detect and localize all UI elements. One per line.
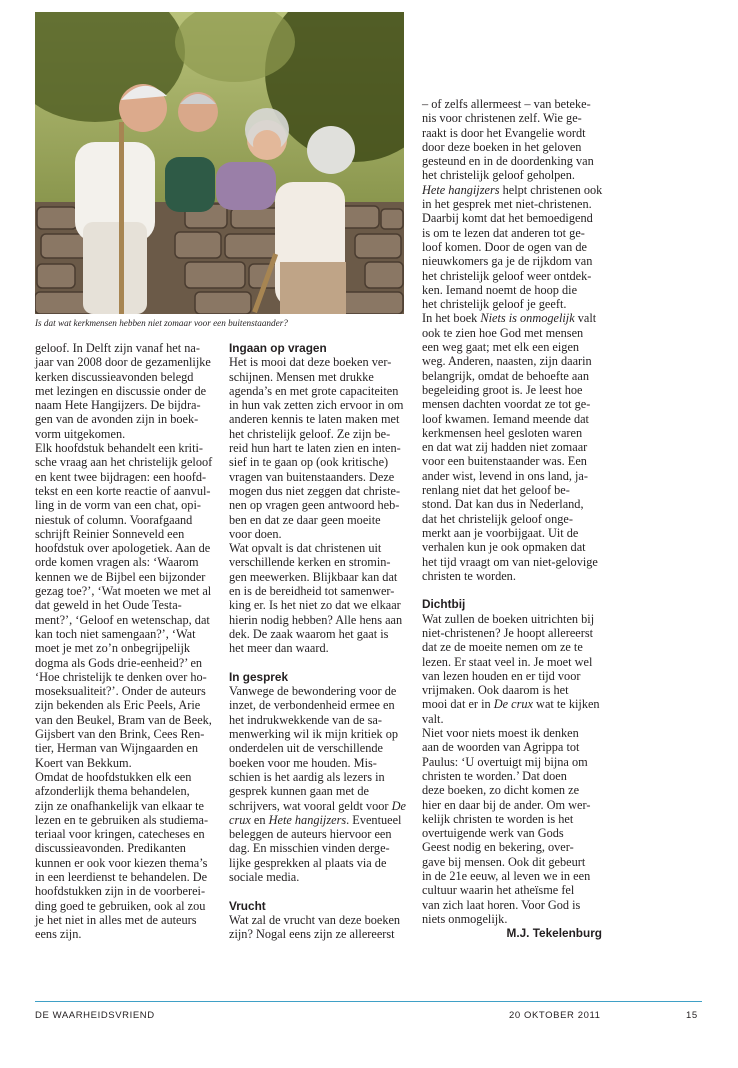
text-line: king er. Is het niet zo dat we elkaar (229, 598, 401, 613)
text-line: lezen en te gebruiken als studiema- (35, 812, 209, 827)
text-line: vorm uitgekomen. (35, 426, 126, 441)
text-line: dogma als Gods drie-eenheid?’ en (35, 655, 203, 670)
paragraph-block (422, 197, 602, 311)
text-line: eens zijn. (35, 927, 82, 942)
text-line: discussieavonden. Predikanten (35, 841, 186, 856)
text-line: schrijvers, wat vooral geldt voor De (229, 798, 406, 813)
text-line: afzonderlijk thema behandelen, (35, 784, 190, 799)
text-line: weg. Anderen, naasten, zijn daarin (422, 354, 592, 369)
text-line: het christelijk geloof. Ze zijn be- (229, 426, 391, 441)
text-line: moet je met zo’n onbegrijpelijk (35, 641, 191, 656)
text-line: zijn bekenden als Eric Peels, Arie (35, 698, 201, 713)
footer-rule (35, 1001, 702, 1002)
text-line: merkt aan je voorbijgaat. Uit de (422, 525, 579, 540)
text-line: lijke gesprekken al plaats via de (229, 855, 387, 870)
text-line: boeken voor me houden. Mis- (229, 755, 377, 770)
text-line: stond. Dat kan dus in Nederland, (422, 497, 584, 512)
text-line: valt. (422, 711, 444, 726)
text-line: tier, Herman van Wijngaarden en (35, 741, 199, 756)
text-line: cultuur waarin het atheïsme fel (422, 883, 575, 898)
text-line: Hete hangijzers helpt christenen ook (422, 182, 603, 197)
footer-publication: DE WAARHEIDSVRIEND (35, 1010, 155, 1021)
text-line: Koert van Bekkum. (35, 755, 132, 770)
text-line: het christelijk geloof je geeft. (422, 297, 567, 312)
text-line: door deze boeken in het geloven (422, 139, 582, 154)
text-line: deze boeken, zo dicht komen ze (422, 783, 580, 798)
text-line: In het boek Niets is onmogelijk valt (422, 311, 597, 326)
text-line: agenda’s en met grote capaciteiten (229, 383, 399, 398)
text-line: verhalen kun je ook opmaken dat (422, 540, 586, 555)
text-line: sociale media. (229, 869, 300, 884)
section-heading-ingaan-op-vragen: Ingaan op vragen (229, 341, 327, 355)
text-line: gesteund en in de doordenking van (422, 154, 594, 169)
text-line: crux en Hete hangijzers. Eventueel (229, 812, 402, 827)
text-line: zijn? Nogal eens zijn ze allereerst (229, 927, 395, 942)
text-line: ding goed te gebruiken, ook al zou (35, 898, 206, 913)
page-number: 15 (686, 1010, 698, 1021)
text-line: niestuk of column. Voorafgaand (35, 512, 193, 527)
text-line: zijn ze onafhankelijk van elkaar te (35, 798, 204, 813)
text-line: Wat zal de vrucht van deze boeken (229, 912, 401, 927)
text-line: in de 21e eeuw, al leven we in een (422, 869, 591, 884)
text-line: mensen dachten voordat ze tot ge- (422, 397, 591, 412)
section-heading-in-gesprek: In gesprek (229, 669, 289, 684)
paragraph-block (422, 97, 602, 183)
paragraph-block (229, 355, 409, 655)
text-line: christen te worden.’ Dat doen (422, 768, 567, 783)
text-line: kelijk christen te worden is het (422, 811, 574, 826)
text-line: begeleiding groot is. Je leest hoe (422, 382, 583, 397)
text-line: – of zelfs allermeest – van beteke- (422, 97, 591, 111)
text-line: tekst en een korte reactie of aanvul- (35, 483, 211, 498)
text-line: inzet, de verbondenheid ermee en (229, 698, 395, 713)
footer-date: 20 OKTOBER 2011 (509, 1010, 601, 1021)
text-line: het christelijk geloof geholpen. (422, 168, 575, 183)
text-line: Wat zullen de boeken uitrichten bij (422, 611, 595, 626)
text-line: gen van de avonden zijn in boek- (35, 412, 199, 427)
text-line: mogen dus niet zeggen dat christe- (229, 483, 401, 498)
text-line: je het niet in alles met de auteurs (35, 912, 197, 927)
text-line: christen te worden. (422, 568, 516, 583)
photo-caption: Is dat wat kerkmensen hebben niet zomaar voor een buitenstaander? (35, 318, 288, 328)
article-column-3 (422, 97, 602, 941)
text-line: dag. En misschien vinden derge- (229, 841, 390, 856)
text-line: geloof. In Delft zijn vanaf het na- (35, 341, 200, 355)
text-line: en kent twee bijdragen: een hoofd- (35, 469, 207, 484)
text-line: kerken discussieavonden belegd (35, 369, 194, 384)
text-line: gen meewerken. Blijkbaar kan dat (229, 569, 398, 584)
text-line: het indrukwekkende van de sa- (229, 712, 382, 727)
paragraph-block (229, 684, 409, 798)
text-line: aan de woorden van Agrippa tot (422, 740, 580, 755)
paragraph-block (229, 913, 409, 942)
section-heading-vrucht: Vrucht (229, 898, 266, 913)
text-line: schien is het aardig als lezers in (229, 769, 385, 784)
text-line: hoofdstukken zijn in de voorberei- (35, 884, 206, 899)
text-line: Paulus: ‘U overtuigt mij bijna om (422, 754, 588, 769)
text-line: mooi dat er in De crux wat te kijken (422, 697, 600, 712)
text-line: het christelijk geloof weer ontdek- (422, 268, 592, 283)
text-line: hier en daar bij de ander. Om wer- (422, 797, 591, 812)
text-line: Wat opvalt is dat christenen uit (229, 541, 382, 556)
text-line: teriaal voor kringen, catecheses en (35, 827, 205, 842)
text-line: lezen. Er staat veel in. Je moet wel (422, 654, 593, 669)
text-line: kunnen er ook voor kiezen thema’s (35, 855, 208, 870)
text-line: menwerking wil ik mijn kritiek op (229, 727, 399, 742)
text-line: nen op vragen geen antwoord heb- (229, 498, 400, 513)
text-line: vrijmaken. Ook daarom is het (422, 683, 569, 698)
text-line: en dat wat zij hadden niet zomaar (422, 440, 588, 455)
paragraph-block (422, 612, 602, 698)
text-line: moseksualiteit?’. Onder de auteurs (35, 684, 206, 699)
section-heading-dichtbij: Dichtbij (422, 597, 466, 612)
text-line: nieuwkomers ga je de rijkdom van (422, 254, 593, 269)
text-line: Vanwege de bewondering voor de (229, 684, 397, 699)
text-line: gave bij mensen. Ook dit gebeurt (422, 854, 586, 869)
paragraph-block (229, 827, 409, 884)
text-line: een weg gaat; met elk een eigen (422, 340, 580, 355)
text-line: in het gesprek met niet-christenen. (422, 197, 592, 212)
text-line: beleggen de auteurs hiervoor een (229, 827, 392, 842)
text-line: dat geweld in het Oude Testa- (35, 598, 182, 613)
text-line: nis voor christenen zelf. Wie ge- (422, 111, 582, 126)
text-line: ben en dat ze daar geen moeite (229, 512, 381, 527)
text-line: van den Beukel, Bram van de Beek, (35, 712, 212, 727)
text-line: ‘Hoe christelijk te denken over ho- (35, 669, 207, 684)
text-line: ander wist, levend in ons land, ja- (422, 468, 588, 483)
text-line: onderdelen uit de verschillende (229, 741, 383, 756)
text-line: hierin nodig hebben? Alle hens aan (229, 612, 403, 627)
text-line: het tijd vraagt om van niet-gelovige (422, 554, 598, 569)
text-line: Elk hoofdstuk behandelt een kriti- (35, 441, 204, 456)
text-line: voor doen. (229, 526, 282, 541)
text-line: naam Hete Hangijzers. De bijdra- (35, 398, 201, 413)
text-line: Niet voor niets moest ik denken (422, 726, 579, 741)
text-line: vragen van buitenstaanders. Deze (229, 469, 395, 484)
text-line: in hun vak zetten zich ervoor in om (229, 398, 404, 413)
paragraph-block (422, 712, 602, 926)
text-line: renlang niet dat het geloof be- (422, 483, 570, 498)
text-line: Geest nodig en bekering, over- (422, 840, 574, 855)
text-line: ling in de vorm van een chat, opi- (35, 498, 201, 513)
text-line: kennen we de Bijbel een bijzonder (35, 569, 206, 584)
text-line: jaar van 2008 door de gezamenlijke (35, 355, 211, 370)
text-line: voor een buitenstaander was. Een (422, 454, 587, 469)
text-line: van zich laat horen. Voor God is (422, 897, 581, 912)
text-line: is om te lezen dat anderen tot ge- (422, 225, 585, 240)
text-line: ook te zien hoe God met mensen (422, 325, 584, 340)
text-line: hoofdstuk over apologetiek. Aan de (35, 541, 211, 556)
text-line: reid hun hart te laten zien en inten- (229, 441, 401, 456)
text-line: niet-christenen? Je hoopt allereerst (422, 625, 594, 640)
text-line: belangrijk, omdat de behoefte aan (422, 368, 589, 383)
text-line: Omdat de hoofdstukken elk een (35, 769, 192, 784)
text-line: dat ze de moeite nemen om ze te (422, 640, 583, 655)
text-line: Daarbij komt dat het bemoedigend (422, 211, 593, 226)
article-photo (35, 12, 404, 314)
text-line: niets onmogelijk. (422, 911, 508, 926)
text-line: Het is mooi dat deze boeken ver- (229, 355, 392, 370)
text-line: dek. De zaak waarom het gaat is (229, 626, 389, 641)
text-line: schijnen. Mensen met drukke (229, 369, 374, 384)
text-line: ment?’, ‘Geloof en wetenschap, dat (35, 612, 210, 627)
text-line: van lezen houden en er tijd voor (422, 668, 581, 683)
paragraph-block (422, 326, 602, 583)
text-line: met lezingen en discussie onder de (35, 383, 207, 398)
text-line: loof komen. Door de ogen van de (422, 239, 587, 254)
text-line: sief in te gaan op (ook kritische) (229, 455, 389, 470)
author-name: M.J. Tekelenburg (506, 926, 602, 941)
text-line: sche vraag aan het christelijk geloof (35, 455, 213, 470)
text-line: schrijft Reinier Sonneveld een (35, 526, 185, 541)
text-line: orde komen vragen als: ‘Waarom (35, 555, 199, 570)
text-line: raakt is door het Evangelie wordt (422, 125, 586, 140)
text-line: in een leerdienst te behandelen. De (35, 869, 208, 884)
text-line: anderen kennis te laten maken met (229, 412, 400, 427)
article-column-1 (35, 341, 217, 941)
text-line: kan toch niet samengaan?’, ‘Wat (35, 626, 196, 641)
text-line: kerkmensen heel gesloten waren (422, 425, 583, 440)
text-line: verschillende kerken en stromin- (229, 555, 391, 570)
text-line: loof kwamen. Iemand meende dat (422, 411, 589, 426)
text-line: ken. Iemand noemt de hoop die (422, 282, 578, 297)
text-line: en is de bereidheid tot samenwer- (229, 584, 395, 599)
text-line: Gijsbert van den Brink, Cees Ren- (35, 727, 205, 742)
text-line: overtuigende werk van Gods (422, 826, 564, 841)
text-line: dat het christelijk geloof onge- (422, 511, 573, 526)
text-line: het meer dan waard. (229, 641, 329, 656)
article-column-2 (229, 341, 409, 941)
text-line: gesprek kunnen gaan met de (229, 784, 369, 799)
text-line: gezag toe?’, ‘Wat moeten we met al (35, 584, 212, 599)
